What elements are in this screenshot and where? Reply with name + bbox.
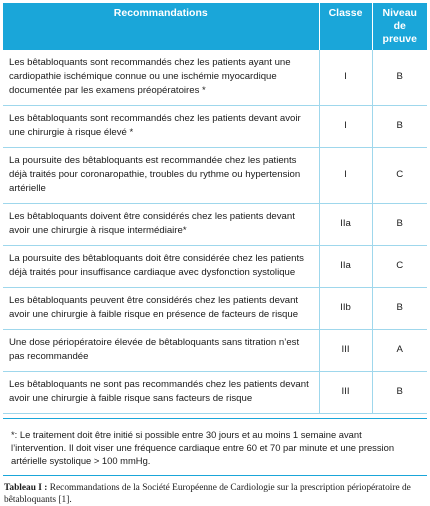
row-niveau: B: [372, 106, 427, 148]
row-classe: I: [319, 148, 372, 204]
row-text: La poursuite des bêtabloquants est recommandée chez les patients déjà traités pour coronaropathie, troubles du rythme ou hypertension artérielle: [3, 148, 319, 204]
row-classe: IIa: [319, 204, 372, 246]
row-classe: III: [319, 372, 372, 414]
row-text: Une dose périopératoire élevée de bêtabloquants sans titration n’est pas recommandée: [3, 330, 319, 372]
row-classe: I: [319, 50, 372, 106]
row-niveau: C: [372, 246, 427, 288]
footnote: *: Le traitement doit être initié si possible entre 30 jours et au moins 1 semaine avant l’intervention. Il doit viser une fréquence cardiaque entre 60 et 70 par minute et une pression artérielle systolique > 100 mmHg.: [3, 418, 427, 476]
row-niveau: A: [372, 330, 427, 372]
row-classe: III: [319, 330, 372, 372]
table-row: [3, 50, 427, 106]
row-text: Les bêtabloquants ne sont pas recommandés chez les patients devant avoir une chirurgie à faible risque sans facteurs de risque: [3, 372, 319, 414]
row-text: Les bêtabloquants doivent être considérés chez les patients devant avoir une chirurgie à risque intermédiaire*: [3, 204, 319, 246]
header-recommandations: Recommandations: [3, 3, 319, 50]
table-row: [3, 148, 427, 204]
table-row: [3, 106, 427, 148]
table-row: [3, 204, 427, 246]
table-row: [3, 246, 427, 288]
recommendations-table: [3, 3, 427, 414]
row-classe: IIb: [319, 288, 372, 330]
row-text: Les bêtabloquants peuvent être considérés chez les patients devant avoir une chirurgie à faible risque en présence de facteurs de risque: [3, 288, 319, 330]
row-niveau: B: [372, 372, 427, 414]
row-text: Les bêtabloquants sont recommandés chez les patients devant avoir une chirurgie à risque élevé *: [3, 106, 319, 148]
table-row: [3, 372, 427, 414]
document: [3, 3, 427, 506]
table-row: [3, 288, 427, 330]
row-text: Les bêtabloquants sont recommandés chez les patients ayant une cardiopathie ischémique connue ou une ischémie myocardique documentée par les examens préopératoires *: [3, 50, 319, 106]
header-niveau-de-preuve: Niveau de preuve: [372, 3, 427, 50]
table-caption: [3, 482, 427, 506]
caption-text: Recommandations de la Société Européenne de Cardiologie sur la prescription périopératoire de bêtabloquants [1].: [4, 483, 411, 505]
table-header-row: [3, 3, 427, 50]
row-niveau: B: [372, 288, 427, 330]
row-niveau: B: [372, 50, 427, 106]
table-row: [3, 330, 427, 372]
row-classe: I: [319, 106, 372, 148]
row-niveau: C: [372, 148, 427, 204]
caption-label: Tableau I :: [4, 483, 48, 493]
row-niveau: B: [372, 204, 427, 246]
header-classe: Classe: [319, 3, 372, 50]
row-classe: IIa: [319, 246, 372, 288]
row-text: La poursuite des bêtabloquants doit être considérée chez les patients déjà traités pour insuffisance cardiaque avec dysfonction systolique: [3, 246, 319, 288]
